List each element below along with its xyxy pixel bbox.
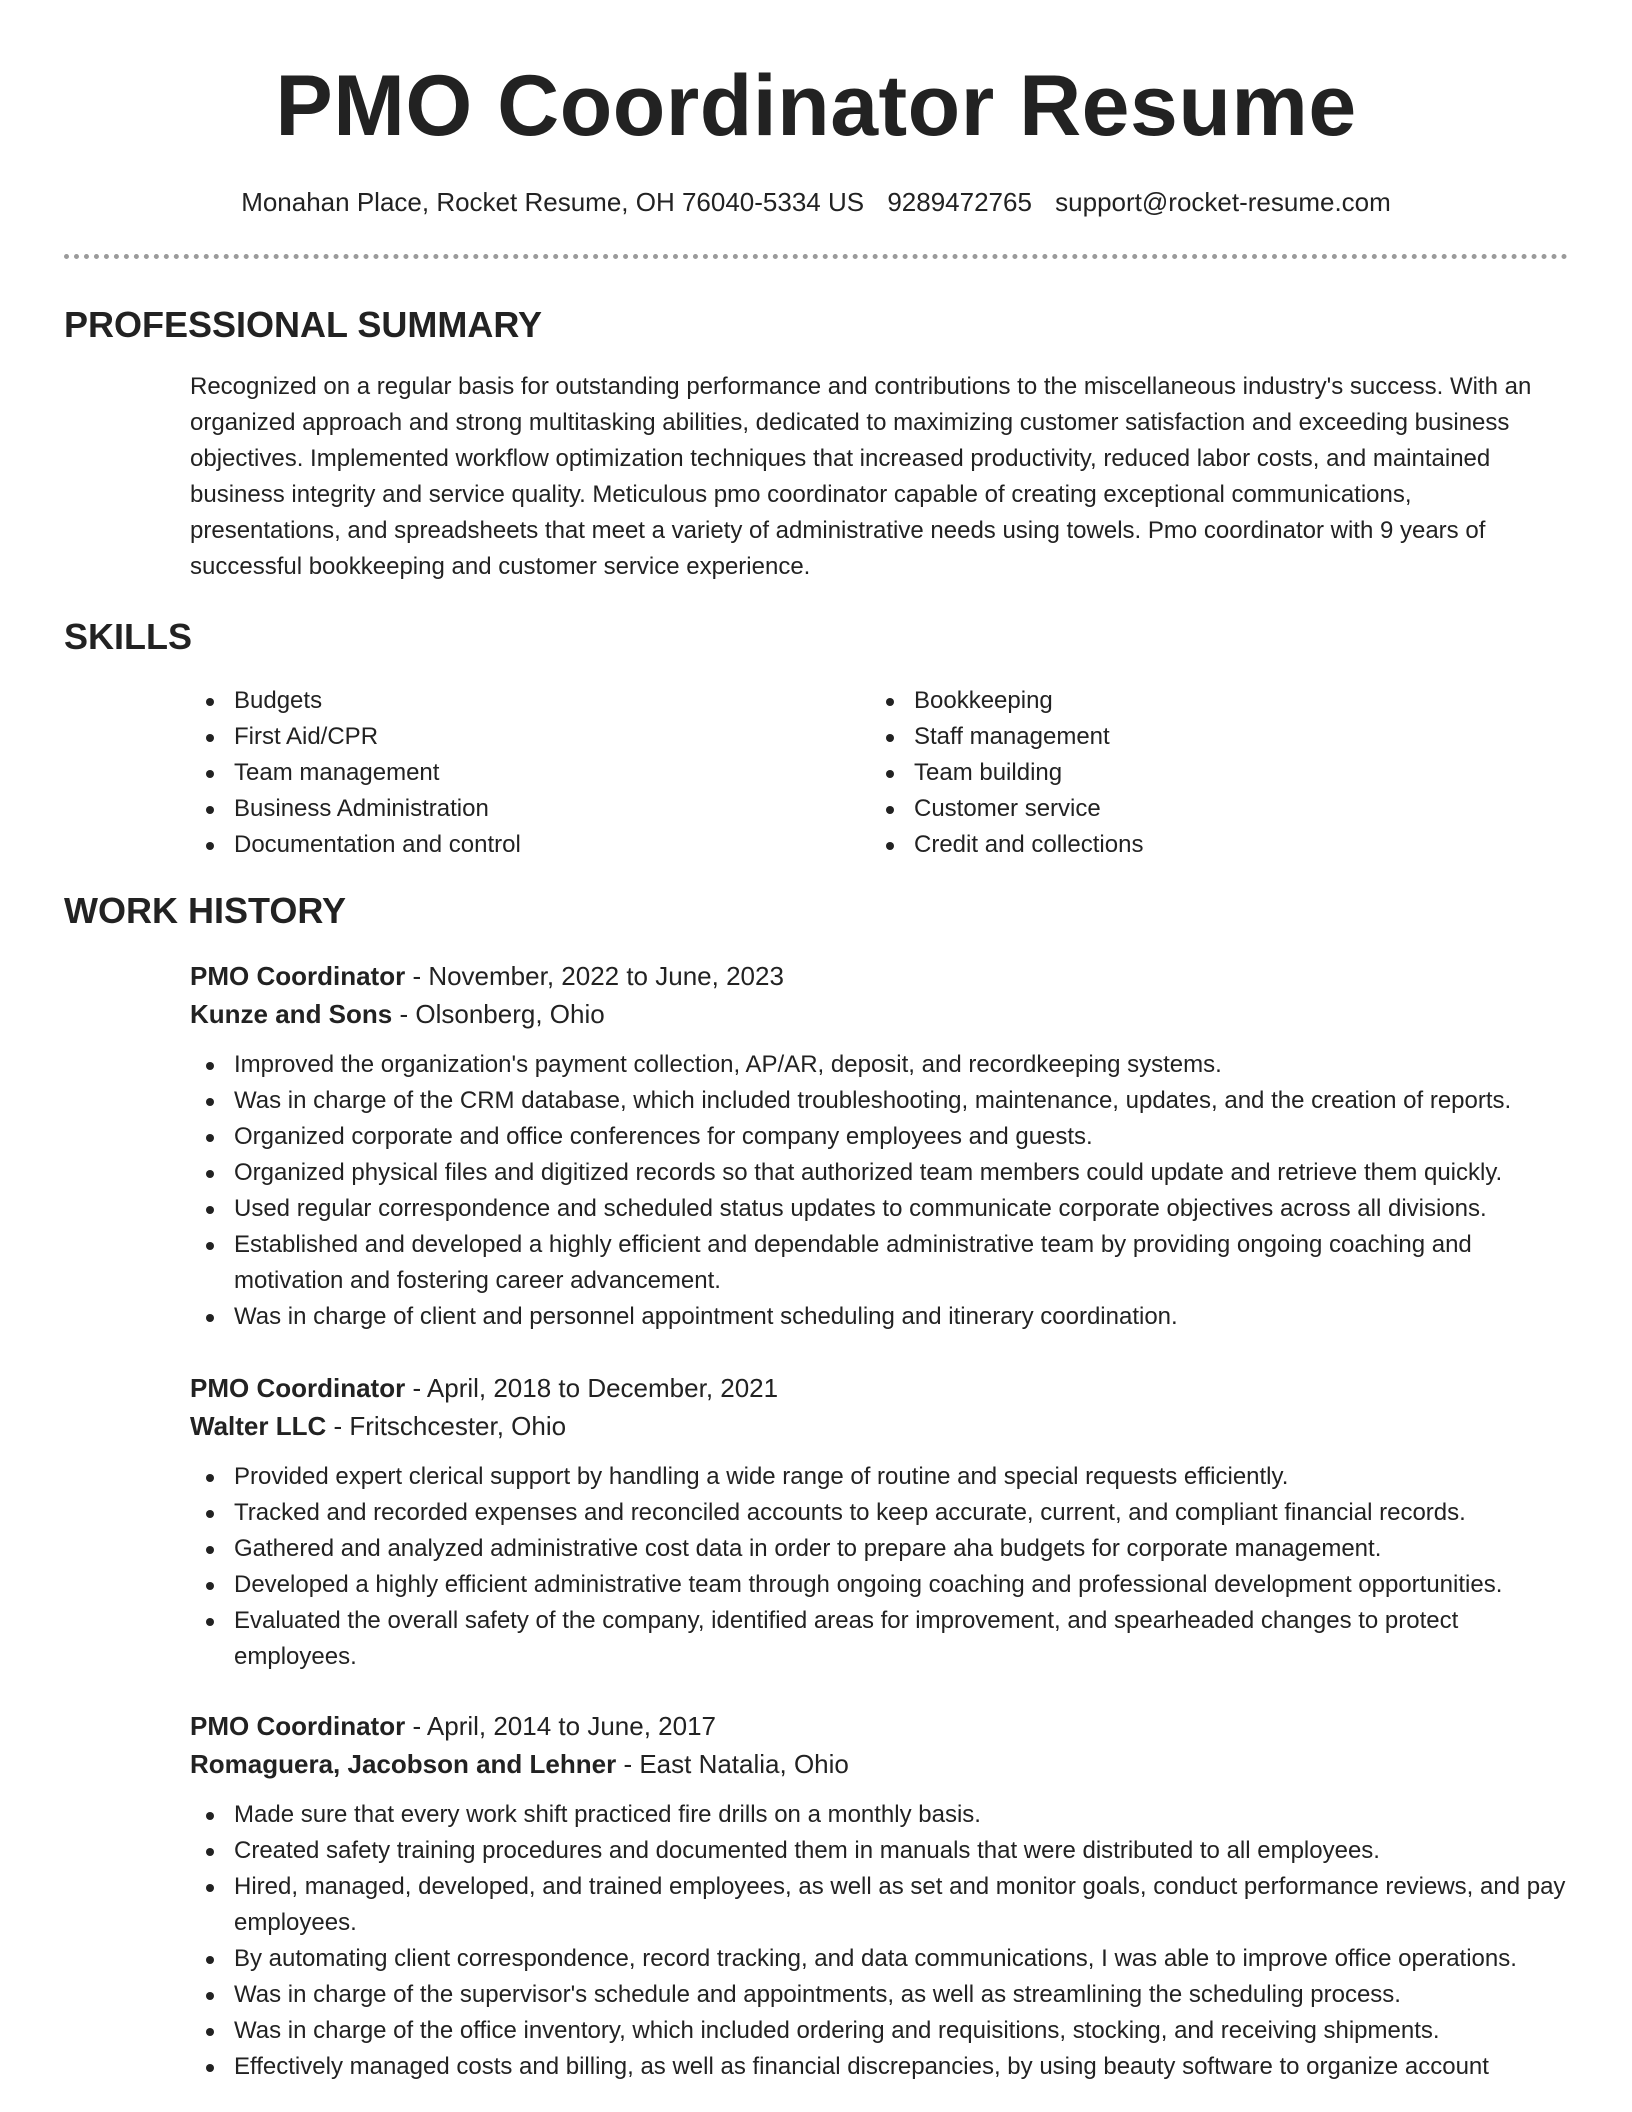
job-bullet: Gathered and analyzed administrative cost data in order to prepare aha budgets for corporate management. — [190, 1531, 1568, 1567]
skill-item: Credit and collections — [870, 827, 1550, 863]
contact-line — [64, 184, 1568, 220]
skills-column-left — [190, 683, 870, 863]
job-bullet: Created safety training procedures and documented them in manuals that were distributed to all employees. — [190, 1833, 1568, 1869]
contact-phone: 9289472765 — [887, 187, 1032, 217]
job-bullet: Was in charge of the supervisor's schedule and appointments, as well as streamlining the scheduling process. — [190, 1977, 1568, 2013]
job-title: PMO Coordinator — [190, 1373, 406, 1403]
skill-item: Team management — [190, 755, 870, 791]
skills-grid — [190, 683, 1568, 863]
job-title-line — [190, 1369, 1568, 1407]
job-bullet: Hired, managed, developed, and trained employees, as well as set and monitor goals, conduct performance reviews, and pay employees. — [190, 1869, 1568, 1941]
job-title: PMO Coordinator — [190, 961, 406, 991]
job-title: PMO Coordinator — [190, 1711, 406, 1741]
job-bullet: Effectively managed costs and billing, as well as financial discrepancies, by using beauty software to organize account — [190, 2049, 1568, 2085]
section-heading-summary: PROFESSIONAL SUMMARY — [64, 304, 543, 345]
job-bullet: Was in charge of the office inventory, which included ordering and requisitions, stocking, and receiving shipments. — [190, 2013, 1568, 2049]
job-company-line — [190, 1407, 1568, 1445]
section-heading-skills: SKILLS — [64, 616, 193, 657]
job-bullets — [146, 1047, 1568, 1335]
skill-item: Staff management — [870, 719, 1550, 755]
job-bullet: By automating client correspondence, record tracking, and data communications, I was able to improve office operations. — [190, 1941, 1568, 1977]
job-bullet: Organized corporate and office conferences for company employees and guests. — [190, 1119, 1568, 1155]
job-entry — [190, 1369, 1568, 1675]
header-divider — [64, 254, 1568, 259]
job-dates: - April, 2014 to June, 2017 — [405, 1711, 716, 1741]
job-bullet: Tracked and recorded expenses and reconciled accounts to keep accurate, current, and compliant financial records. — [190, 1495, 1568, 1531]
job-company-line — [190, 995, 1568, 1033]
section-heading-work: WORK HISTORY — [64, 890, 347, 931]
skill-item: Bookkeeping — [870, 683, 1550, 719]
resume-title: PMO Coordinator Resume — [275, 58, 1357, 154]
resume-page — [64, 0, 1568, 2085]
job-bullet: Organized physical files and digitized records so that authorized team members could update and retrieve them quickly. — [190, 1155, 1568, 1191]
job-bullet: Improved the organization's payment collection, AP/AR, deposit, and recordkeeping systems. — [190, 1047, 1568, 1083]
job-dates: - November, 2022 to June, 2023 — [405, 961, 784, 991]
job-bullet: Was in charge of the CRM database, which included troubleshooting, maintenance, updates, and the creation of reports. — [190, 1083, 1568, 1119]
skill-item: Documentation and control — [190, 827, 870, 863]
job-company: Romaguera, Jacobson and Lehner — [190, 1749, 617, 1779]
job-location: - East Natalia, Ohio — [616, 1749, 849, 1779]
skill-item: Team building — [870, 755, 1550, 791]
job-company-line — [190, 1745, 1568, 1783]
skill-item: Business Administration — [190, 791, 870, 827]
summary-text: Recognized on a regular basis for outstanding performance and contributions to the miscellaneous industry's success. With an organized approach and strong multitasking abilities, dedicated to maximizing customer satisfaction and exceeding business objectives. Implemented workflow optimization techniques that increased productivity, reduced labor costs, and maintained business integrity and service quality. Meticulous pmo coordinator capable of creating exceptional communications, presentations, and spreadsheets that meet a variety of administrative needs using towels. Pmo coordinator with 9 years of successful bookkeeping and customer service experience. — [190, 373, 1532, 580]
job-location: - Olsonberg, Ohio — [392, 999, 605, 1029]
job-company: Kunze and Sons — [190, 999, 393, 1029]
job-bullet: Was in charge of client and personnel appointment scheduling and itinerary coordination. — [190, 1299, 1568, 1335]
job-bullet: Evaluated the overall safety of the company, identified areas for improvement, and spearheaded changes to protect employees. — [190, 1603, 1568, 1675]
job-bullets — [146, 1797, 1568, 2085]
job-bullet: Provided expert clerical support by handling a wide range of routine and special requests efficiently. — [190, 1459, 1568, 1495]
job-title-line — [190, 1707, 1568, 1745]
skills-column-right — [870, 683, 1550, 863]
work-history-section — [64, 889, 1568, 2085]
professional-summary-section — [64, 303, 1568, 585]
job-title-line — [190, 957, 1568, 995]
job-bullet: Used regular correspondence and scheduled status updates to communicate corporate objectives across all divisions. — [190, 1191, 1568, 1227]
job-bullet: Made sure that every work shift practiced fire drills on a monthly basis. — [190, 1797, 1568, 1833]
contact-address: Monahan Place, Rocket Resume, OH 76040-5334 US — [241, 187, 865, 217]
job-entry — [190, 957, 1568, 1335]
skill-item: Budgets — [190, 683, 870, 719]
skills-section — [64, 615, 1568, 863]
skill-item: First Aid/CPR — [190, 719, 870, 755]
job-company: Walter LLC — [190, 1411, 327, 1441]
contact-email: support@rocket-resume.com — [1055, 187, 1391, 217]
job-bullet: Established and developed a highly efficient and dependable administrative team by providing ongoing coaching and motivation and fostering career advancement. — [190, 1227, 1568, 1299]
job-entry — [190, 1707, 1568, 2085]
job-bullets — [146, 1459, 1568, 1675]
job-dates: - April, 2018 to December, 2021 — [405, 1373, 779, 1403]
job-bullet: Developed a highly efficient administrative team through ongoing coaching and professional development opportunities. — [190, 1567, 1568, 1603]
skill-item: Customer service — [870, 791, 1550, 827]
job-location: - Fritschcester, Ohio — [326, 1411, 567, 1441]
